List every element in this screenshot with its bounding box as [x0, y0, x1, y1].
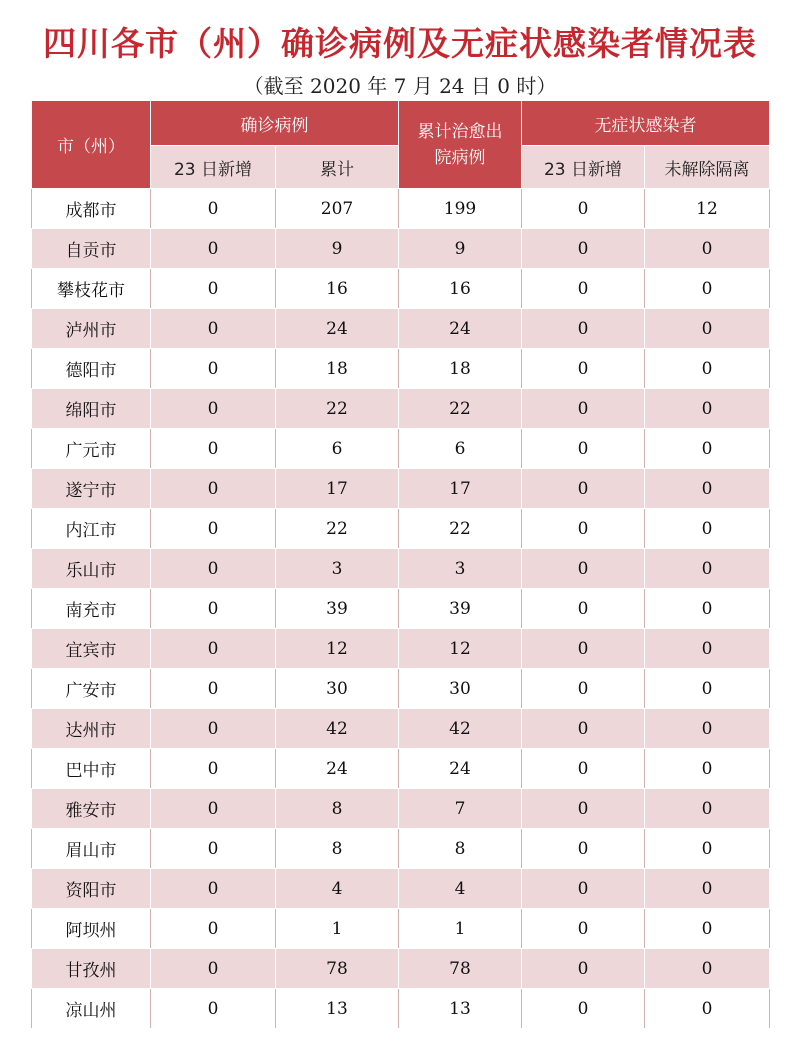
table-row [32, 669, 770, 709]
cell-confirmed-total: 9 [276, 229, 399, 269]
cell-recovered: 22 [399, 389, 522, 429]
cell-asym-unreleased: 0 [645, 709, 770, 749]
cell-asym-new: 0 [522, 709, 645, 749]
cell-city: 雅安市 [32, 789, 151, 829]
table-row [32, 749, 770, 789]
cell-asym-new: 0 [522, 469, 645, 509]
cell-asym-unreleased: 0 [645, 829, 770, 869]
cell-recovered: 3 [399, 549, 522, 589]
cell-city: 达州市 [32, 709, 151, 749]
cell-asym-new: 0 [522, 189, 645, 229]
cell-recovered: 42 [399, 709, 522, 749]
cell-confirmed-new: 0 [151, 589, 276, 629]
cell-asym-unreleased: 0 [645, 309, 770, 349]
cell-confirmed-total: 13 [276, 989, 399, 1029]
cell-asym-unreleased: 0 [645, 429, 770, 469]
cell-confirmed-new: 0 [151, 469, 276, 509]
cell-recovered: 39 [399, 589, 522, 629]
table-row [32, 189, 770, 229]
cell-asym-new: 0 [522, 829, 645, 869]
cell-asym-new: 0 [522, 949, 645, 989]
table-row [32, 589, 770, 629]
table-row [32, 509, 770, 549]
cell-city: 资阳市 [32, 869, 151, 909]
page-subtitle: （截至 2020 年 7 月 24 日 0 时） [243, 74, 557, 98]
cell-city: 巴中市 [32, 749, 151, 789]
cell-confirmed-new: 0 [151, 749, 276, 789]
table-row [32, 989, 770, 1029]
cell-confirmed-total: 17 [276, 469, 399, 509]
cell-recovered: 4 [399, 869, 522, 909]
cell-city: 德阳市 [32, 349, 151, 389]
cell-confirmed-new: 0 [151, 509, 276, 549]
cell-city: 宜宾市 [32, 629, 151, 669]
cell-confirmed-total: 207 [276, 189, 399, 229]
cell-asym-new: 0 [522, 229, 645, 269]
cell-confirmed-new: 0 [151, 389, 276, 429]
cell-confirmed-new: 0 [151, 269, 276, 309]
cell-confirmed-new: 0 [151, 669, 276, 709]
cell-city: 凉山州 [32, 989, 151, 1029]
cell-recovered: 17 [399, 469, 522, 509]
cell-asym-unreleased: 12 [645, 189, 770, 229]
cell-recovered: 24 [399, 309, 522, 349]
header-asym-unreleased: 未解除隔离 [645, 146, 770, 189]
cell-asym-new: 0 [522, 909, 645, 949]
header-confirmed-new: 23 日新增 [151, 146, 276, 189]
cell-confirmed-new: 0 [151, 909, 276, 949]
cell-asym-unreleased: 0 [645, 589, 770, 629]
cell-confirmed-total: 8 [276, 829, 399, 869]
table-row [32, 229, 770, 269]
table-row [32, 869, 770, 909]
header-asymptomatic-group: 无症状感染者 [522, 101, 770, 146]
cell-recovered: 30 [399, 669, 522, 709]
cell-asym-unreleased: 0 [645, 549, 770, 589]
cell-recovered: 24 [399, 749, 522, 789]
table-body [32, 189, 770, 1029]
cell-confirmed-total: 22 [276, 509, 399, 549]
header-city: 市（州） [32, 101, 151, 189]
cell-asym-new: 0 [522, 989, 645, 1029]
cell-asym-unreleased: 0 [645, 909, 770, 949]
cell-city: 自贡市 [32, 229, 151, 269]
cell-confirmed-new: 0 [151, 869, 276, 909]
cell-city: 甘孜州 [32, 949, 151, 989]
cell-asym-new: 0 [522, 549, 645, 589]
cell-asym-new: 0 [522, 509, 645, 549]
table-row [32, 829, 770, 869]
cell-recovered: 13 [399, 989, 522, 1029]
cell-confirmed-total: 12 [276, 629, 399, 669]
table-row [32, 429, 770, 469]
cell-city: 广元市 [32, 429, 151, 469]
cell-asym-new: 0 [522, 669, 645, 709]
cell-confirmed-new: 0 [151, 989, 276, 1029]
cell-recovered: 9 [399, 229, 522, 269]
cell-asym-unreleased: 0 [645, 949, 770, 989]
cell-confirmed-total: 78 [276, 949, 399, 989]
cell-recovered: 1 [399, 909, 522, 949]
cell-asym-new: 0 [522, 429, 645, 469]
table-row [32, 349, 770, 389]
cell-confirmed-total: 16 [276, 269, 399, 309]
cell-city: 遂宁市 [32, 469, 151, 509]
cell-confirmed-total: 30 [276, 669, 399, 709]
cell-city: 泸州市 [32, 309, 151, 349]
cell-confirmed-total: 24 [276, 749, 399, 789]
cell-asym-new: 0 [522, 349, 645, 389]
cell-recovered: 8 [399, 829, 522, 869]
header-confirmed-group: 确诊病例 [151, 101, 399, 146]
cell-confirmed-total: 1 [276, 909, 399, 949]
table-row [32, 789, 770, 829]
cell-asym-unreleased: 0 [645, 509, 770, 549]
cell-city: 阿坝州 [32, 909, 151, 949]
cell-confirmed-new: 0 [151, 629, 276, 669]
cell-asym-new: 0 [522, 749, 645, 789]
cell-confirmed-total: 8 [276, 789, 399, 829]
cell-confirmed-new: 0 [151, 309, 276, 349]
cell-confirmed-total: 24 [276, 309, 399, 349]
cell-recovered: 18 [399, 349, 522, 389]
cell-city: 广安市 [32, 669, 151, 709]
cell-confirmed-new: 0 [151, 829, 276, 869]
table-row [32, 629, 770, 669]
cell-city: 攀枝花市 [32, 269, 151, 309]
cell-asym-unreleased: 0 [645, 989, 770, 1029]
cell-confirmed-new: 0 [151, 349, 276, 389]
cell-asym-unreleased: 0 [645, 389, 770, 429]
table-row [32, 269, 770, 309]
cell-confirmed-total: 3 [276, 549, 399, 589]
cell-confirmed-total: 4 [276, 869, 399, 909]
cell-confirmed-new: 0 [151, 549, 276, 589]
cell-confirmed-total: 22 [276, 389, 399, 429]
cell-asym-unreleased: 0 [645, 469, 770, 509]
cell-recovered: 12 [399, 629, 522, 669]
cell-asym-unreleased: 0 [645, 269, 770, 309]
cell-asym-new: 0 [522, 789, 645, 829]
cell-confirmed-new: 0 [151, 229, 276, 269]
table-row [32, 309, 770, 349]
table-row [32, 709, 770, 749]
cell-recovered: 6 [399, 429, 522, 469]
header-recovered-label: 累计治愈出院病例 [417, 121, 503, 168]
table-row [32, 469, 770, 509]
cell-confirmed-new: 0 [151, 949, 276, 989]
page-title: 四川各市（州）确诊病例及无症状感染者情况表 [43, 24, 757, 63]
cell-recovered: 199 [399, 189, 522, 229]
table-row [32, 949, 770, 989]
cell-city: 南充市 [32, 589, 151, 629]
cell-city: 成都市 [32, 189, 151, 229]
cell-asym-new: 0 [522, 869, 645, 909]
table-header [32, 101, 770, 189]
cell-recovered: 22 [399, 509, 522, 549]
cell-confirmed-new: 0 [151, 429, 276, 469]
table-row [32, 389, 770, 429]
cell-recovered: 16 [399, 269, 522, 309]
case-table [31, 100, 770, 1029]
cell-confirmed-total: 18 [276, 349, 399, 389]
cell-confirmed-total: 39 [276, 589, 399, 629]
cell-asym-unreleased: 0 [645, 349, 770, 389]
cell-asym-unreleased: 0 [645, 669, 770, 709]
cell-asym-new: 0 [522, 589, 645, 629]
cell-asym-unreleased: 0 [645, 869, 770, 909]
cell-asym-new: 0 [522, 629, 645, 669]
cell-confirmed-new: 0 [151, 789, 276, 829]
cell-city: 内江市 [32, 509, 151, 549]
cell-recovered: 7 [399, 789, 522, 829]
cell-asym-new: 0 [522, 389, 645, 429]
cell-asym-unreleased: 0 [645, 629, 770, 669]
cell-city: 绵阳市 [32, 389, 151, 429]
cell-confirmed-new: 0 [151, 709, 276, 749]
cell-confirmed-total: 42 [276, 709, 399, 749]
table-row [32, 549, 770, 589]
cell-asym-new: 0 [522, 309, 645, 349]
cell-city: 眉山市 [32, 829, 151, 869]
cell-asym-unreleased: 0 [645, 789, 770, 829]
cell-confirmed-new: 0 [151, 189, 276, 229]
table-row [32, 909, 770, 949]
header-asym-new: 23 日新增 [522, 146, 645, 189]
cell-asym-unreleased: 0 [645, 749, 770, 789]
cell-city: 乐山市 [32, 549, 151, 589]
cell-recovered: 78 [399, 949, 522, 989]
cell-asym-new: 0 [522, 269, 645, 309]
header-recovered [399, 101, 522, 189]
header-confirmed-total: 累计 [276, 146, 399, 189]
cell-asym-unreleased: 0 [645, 229, 770, 269]
cell-confirmed-total: 6 [276, 429, 399, 469]
